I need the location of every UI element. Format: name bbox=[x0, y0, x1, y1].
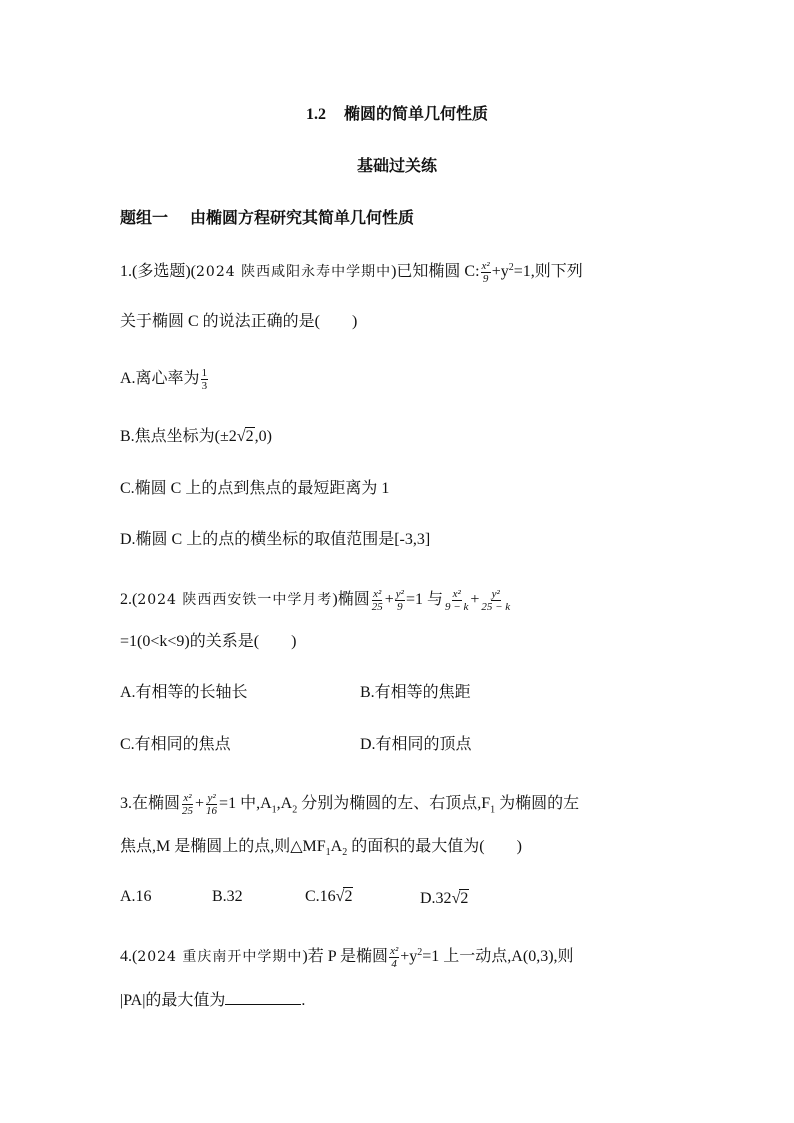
q1-exponent: 2 bbox=[508, 261, 514, 273]
q2-option-a: A.有相等的长轴长 bbox=[120, 684, 248, 701]
question-2-line-1: 2.(2024 陕西西安铁一中学月考)椭圆 $\frac{\text{x²}}{25}$ + $\frac{\text{y²}}{9}$ =1 与 $\frac{\text{x²}}{9 - k}$ + $\frac{\text{y²}}{25 - k}$ bbox=[120, 588, 511, 613]
sqrt-symbol: √2 bbox=[451, 890, 469, 907]
q1-fraction: $\frac{\text{x²}}{9}$ bbox=[481, 260, 490, 285]
question-1-line-2 bbox=[120, 311, 357, 333]
section-title: 椭圆的简单几何性质 bbox=[343, 106, 488, 123]
sqrt-symbol: √2 bbox=[335, 888, 353, 905]
q2-option-c: C.有相同的焦点 bbox=[120, 736, 231, 753]
q2-fraction-3: $\frac{\text{x²}}{9 - k}$ bbox=[445, 588, 469, 613]
subtitle: 基础过关练 bbox=[356, 158, 437, 175]
sqrt-symbol: √2 bbox=[236, 428, 254, 445]
group-topic: 由椭圆方程研究其简单几何性质 bbox=[190, 210, 415, 227]
q1-option-d: D.椭圆 C 上的点的横坐标的取值范围是[-3,3] bbox=[120, 531, 431, 548]
question-4-line-1: 4.(2024 重庆南开中学期中)若 P 是椭圆 $\frac{\text{x²}}{4}$ $+y^2=1$ 上一动点,A(0,3),则 bbox=[120, 945, 574, 970]
q1-lead: 1.(多选题)( bbox=[120, 263, 196, 281]
question-4-line-2: |PA|的最大值为 . bbox=[120, 992, 306, 1009]
q2-fraction-2: $\frac{\text{y²}}{9}$ bbox=[395, 588, 404, 613]
section-number: 1.2 bbox=[305, 106, 326, 123]
question-2-line-2: =1(0<k<9)的关系是( ) bbox=[120, 633, 297, 650]
q2-option-d: D.有相同的顶点 bbox=[360, 736, 472, 753]
q2-fraction-1: $\frac{\text{x²}}{25}$ bbox=[371, 588, 383, 613]
q3-fraction-1: $\frac{\text{x²}}{25}$ bbox=[182, 792, 194, 817]
question-1-line-1 bbox=[120, 260, 583, 285]
q1-text: )已知椭圆 C: bbox=[391, 263, 480, 281]
q2-fraction-4: $\frac{\text{y²}}{25 - k}$ bbox=[481, 588, 511, 613]
question-3-line-1: 3.在椭圆 $\frac{\text{x²}}{25}$ + $\frac{\text{y²}}{16}$ =1 中$,A_1,A_2$ 分别为椭圆的左、右顶点$,F_1$ 为椭圆的左 bbox=[120, 792, 580, 817]
q3-option-a: A.16 bbox=[120, 888, 152, 905]
q3-option-d: D.32√2 bbox=[420, 888, 469, 910]
q4-source: 2024 重庆南开中学期中 bbox=[137, 949, 303, 966]
q1-option-c: C.椭圆 C 上的点到焦点的最短距离为 1 bbox=[120, 480, 390, 497]
q3-option-c: C.16√2 bbox=[305, 886, 353, 908]
q4-fraction: $\frac{\text{x²}}{4}$ bbox=[390, 945, 399, 970]
answer-blank[interactable] bbox=[225, 990, 301, 1005]
q1-close-paren: ) bbox=[352, 313, 358, 330]
section-heading bbox=[0, 104, 794, 126]
q1-source: 2024 陕西咸阳永寿中学期中 bbox=[196, 264, 392, 281]
q2-source: 2024 陕西西安铁一中学月考 bbox=[137, 592, 333, 609]
q2-option-b: B.有相等的焦距 bbox=[360, 684, 471, 701]
question-3-line-2: 焦点,M 是椭圆上的点,则$\triangle MF_1A_2$ 的面积的最大值为( ) bbox=[120, 838, 522, 859]
q3-option-b: B.32 bbox=[212, 888, 243, 905]
q1-option-a-fraction: $\frac{1}{3}$ bbox=[201, 367, 208, 392]
group-label: 题组一 bbox=[120, 210, 169, 227]
group-title bbox=[120, 208, 414, 230]
q1-text-b: +y bbox=[491, 263, 509, 281]
q1-option-b: B.焦点坐标为(±2√2,0) bbox=[120, 426, 272, 448]
q1-text-c: =1,则下列 bbox=[513, 263, 583, 281]
q1-line2: 关于椭圆 C 的说法正确的是( bbox=[120, 313, 321, 330]
q3-fraction-2: $\frac{\text{y²}}{16}$ bbox=[206, 792, 218, 817]
q1-option-a: A.离心率为 $\frac{1}{3}$ bbox=[120, 367, 208, 392]
